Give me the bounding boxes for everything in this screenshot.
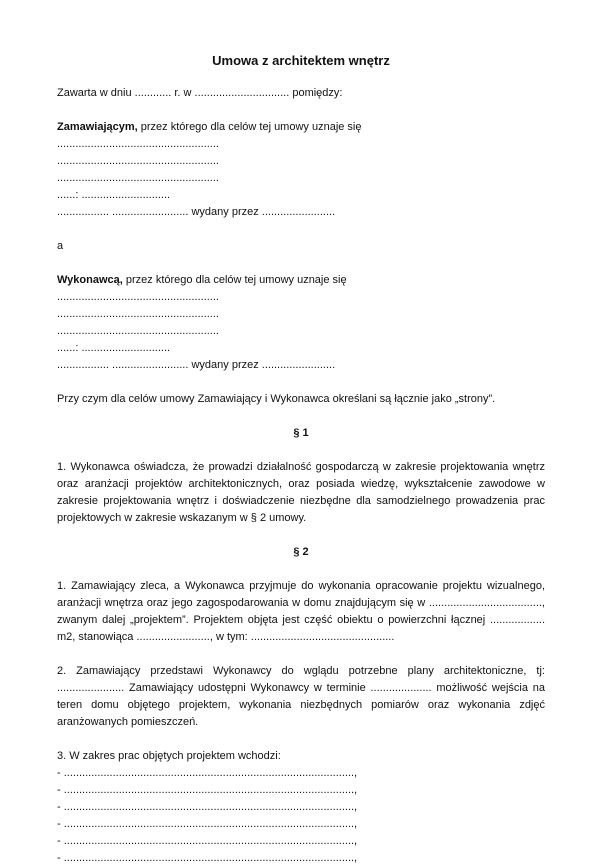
client-line: ..................................................... [57, 155, 219, 167]
section-1-paragraph-1: 1. Wykonawca oświadcza, że prowadzi działalność gospodarczą w zakresie projektowania wnętrz oraz aranżacji projektów architektonicznych, oraz posiada wiedzę, wykształcenie zawodowe w zakresie projektowania wnętrz i doświadczenie niezbędne dla samodzielnego prowadzenia prac projektowych w zakresie wskazanym w § 2 umowy. [57, 461, 545, 524]
parties-note: Przy czym dla celów umowy Zamawiający i Wykonawca określani są łącznie jako „strony”. [57, 393, 496, 405]
contractor-text: przez którego dla celów tej umowy uznaje się [122, 274, 347, 286]
client-text: przez którego dla celów tej umowy uznaje się [137, 121, 362, 133]
scope-item: - ..............................................................................................., [57, 784, 358, 796]
client-line: ..................................................... [57, 172, 219, 184]
section-2-heading: § 2 [293, 546, 309, 558]
client-label: Zamawiającym, [57, 121, 138, 133]
scope-item: - ..............................................................................................., [57, 767, 358, 779]
section-2-paragraph-3: 3. W zakres prac objętych projektem wchodzi: [57, 750, 281, 762]
contractor-line: ......: ............................. [57, 342, 171, 354]
client-line: ......: ............................. [57, 189, 171, 201]
section-2-paragraph-1: 1. Zamawiający zleca, a Wykonawca przyjmuje do wykonania opracowanie projektu wizualnego, aranżacji wnętrza oraz jego zagospodarowania w domu znajdującym się w ....................................., zwanym dalej „projektem”. Projektem objęta jest część obiektu o powierzchni łącznej .................. m2, stanowiąca ........................, w tym: ............................................... [57, 580, 545, 643]
scope-item: - ..............................................................................................., [57, 835, 358, 847]
conjunction: a [57, 240, 64, 252]
contractor-line: ..................................................... [57, 291, 219, 303]
client-header [57, 119, 545, 136]
contractor-line: ................. ......................... wydany przez ........................ [57, 359, 336, 371]
scope-item: - ..............................................................................................., [57, 818, 358, 830]
scope-item: - ..............................................................................................., [57, 852, 358, 864]
client-line: ..................................................... [57, 138, 219, 150]
contractor-line: ..................................................... [57, 325, 219, 337]
section-1-heading: § 1 [293, 427, 309, 439]
contractor-header [57, 272, 545, 289]
section-2-paragraph-2: 2. Zamawiający przedstawi Wykonawcy do wglądu potrzebne plany architektoniczne, tj: ...................... Zamawiający udostępni Wykonawcy w terminie .................... możliwość wejścia na teren domu objętego projektem, wykonania niezbędnych pomiarów oraz wykonania zdjęć aranżowanych pomieszczeń. [57, 665, 545, 728]
document-title: Umowa z architektem wnętrz [212, 53, 390, 68]
scope-item: - ..............................................................................................., [57, 801, 358, 813]
client-line: ................. ......................... wydany przez ........................ [57, 206, 336, 218]
contractor-label: Wykonawcą, [57, 274, 123, 286]
contractor-line: ..................................................... [57, 308, 219, 320]
document-page [57, 52, 545, 867]
intro-line: Zawarta w dniu ............ r. w ............................... pomiędzy: [57, 87, 343, 99]
